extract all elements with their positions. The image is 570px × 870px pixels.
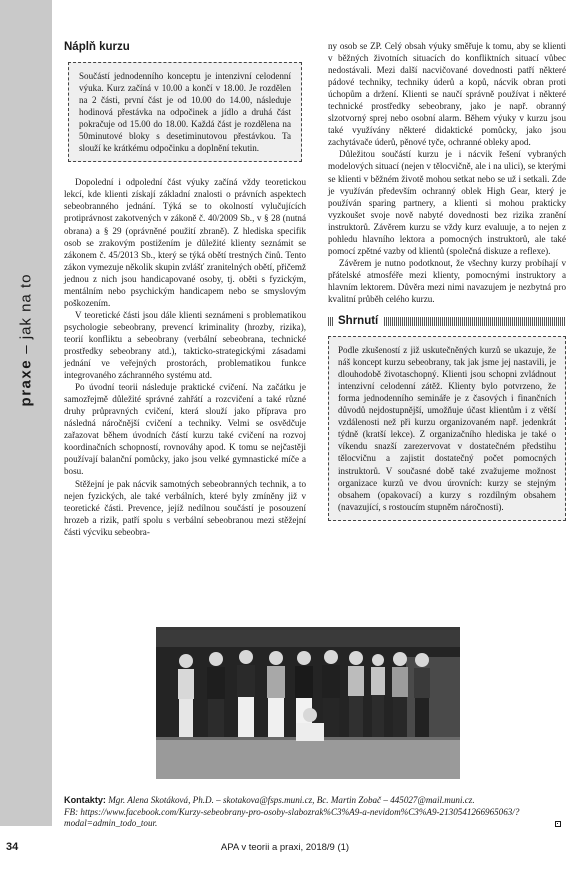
paragraph: Stěžejní je pak nácvik samotných sebeobranných technik, a to nejen fyzických, ale také verbálních, které byly zmíněny již v teoretické části. Prevence, jejíž nedílnou součástí je posouzení hrozeb a rizik, patří spolu s verbální sebeobranou mezi stěžejní části výcviku sebeobra- [64, 478, 306, 537]
left-column [64, 40, 306, 538]
paragraph: ny osob se ZP. Celý obsah výuky směřuje k tomu, aby se klienti v běžných životních situacích do konfliktních situací vůbec nedostávali. Mezi další nacvičované dovednosti patří některé pádové techniky, techniky úderů a kopů, nácvik obran proti úchopům a držení. Klienti se naučí správně používat i některé technické prostředky sebeobrany, jako je např. obranný slzotvorný sprej nebo osobní alarm. Během výuky v kurzu jsou také využívány některé didaktické pomůcky, jako jsou zachytávače úderů, pěnové tyče, ochranné obleky apod. [328, 41, 566, 148]
right-column [328, 40, 566, 521]
summary-box-text: Podle zkušeností z již uskutečněných kurzů se ukazuje, že náš koncept kurzu sebeobrany, tak jak jsme jej nastavili, je dlouhodobě životaschopný. Klienti jsou schopni zvládnout intenzivní celodenní zátěž. Klienty bylo potvrzeno, že forma jednodenního semináře je z časových i finančních důvodů nejdostupnější, umožňuje účast klientům i z větší vzdálenosti než při kurzu organizovaném např. jedenkrát týdně (kratší lekce). Z organizačního hlediska je také o víkendu snazší zarezervovat v dostatečném předstihu tělocvičnu a zajistit dostatečný počet pomocných instruktorů. V současné době také zvažujeme možnost organizace kurzů ve dvou úrovních: kurzy se stejným obsahem (opakovací) a kurzy s rozdílným obsahem (navazující, s rostoucím stupněm náročnosti). [338, 345, 556, 512]
paragraph: Po úvodní teorii následuje praktické cvičení. Na začátku je samozřejmě důležité správné zahřátí a rozcvičení a také různé druhy průpravných cvičení, která slouží jako příprava pro následná náročnější cvičení a techniky. Velmi se osvědčuje zařazovat během úvodních částí kurzu také cvičení na rozvoj koordinačních schopností, rovnováhy apod. K tomu se nejčastěji používají balanční pomůcky, jako jsou velké gymnastické míče a bosu. [64, 382, 306, 477]
info-box [68, 62, 302, 162]
page-number: 34 [6, 841, 19, 853]
section-heading-naplň: Náplň kurzu [64, 41, 130, 53]
contacts-facebook-link[interactable]: FB: https://www.facebook.com/Kurzy-sebeobrany-pro-osoby-slabozrak%C3%A9-a-nevidom%C3%A9-2130541266965063/?modal=admin_todo_tour. [64, 806, 520, 828]
paragraph: Závěrem je nutno podotknout, že všechny kurzy probíhají v přátelské atmosféře mezi klienty, pomocnými instruktory a hlavním lektorem. Důvěra mezi nimi navazujem je nezbytná pro kvalitní průběh celého kurzu. [328, 257, 566, 304]
heading-row [328, 314, 566, 328]
paragraph: Dopolední i odpolední část výuky začíná vždy teoretickou lekcí, kde klienti získají základní znalosti o právních aspektech sebeobranného jednání. Týká se to okolností vylučujících protiprávnost zakotvených v zákoně č. 40/2009 Sb., v § 28 (nutná obrana) a § 29 (oprávněné použití zbraně). Z hlediska specifik osob se zrakovým postižením je důležité klienty seznámit se zákonem č. 45/2013 Sb., který se týká obětí trestných činů. Tento zákon vymezuje několik skupin zvlášť zranitelných obětí, přičemž jednou z nich jsou handicapované osoby, tj. oběti s fyzickým, mentálním nebo psychickým handicapem nebo se smyslovým poškozením. [64, 177, 306, 308]
paragraph: V teoretické části jsou dále klienti seznámeni s problematikou psychologie sebeobrany, prevencí kriminality (hrozby, rizika), teorií konfliktu a sebeobrany (verbální sebeobrana, technické prostředky sebeobrany atd.), takticko-strategickými zásadami jednání ve veřejných prostorách, problematikou funkce integrovaného záchranného systému atd. [64, 309, 306, 381]
summary-box [328, 336, 566, 521]
heading-row [64, 40, 306, 54]
paragraph: Důležitou součástí kurzu je i nácvik řešení vybraných modelových situací (nejen v tělocvičně, ale i na ulici), se kterými se klienti v běžném životě mohou setkat nebo se už i setkali. Zde je využíván především ochranný oblek High Gear, který je používán sparing partnery, a klienti si mohou prakticky vyzkoušet svoje nově nabyté dovednosti bez rizika zranění instruktorů. Závěrem kurzu se vždy kurz evaluuje, a to nejen z pohledu hlavního lektora a pomocných instruktorů, ale také pomocí zpětné vazby od klientů (společná diskuze a reflexe). [328, 149, 566, 256]
group-photo-image [156, 627, 460, 779]
section-label-bold: praxe [17, 358, 35, 407]
journal-footer: APA v teorii a praxi, 2018/9 (1) [220, 842, 350, 853]
contacts [64, 795, 564, 830]
contacts-label: Kontakty: [64, 795, 106, 805]
sidebar-band [0, 0, 52, 826]
heading-rule-left [328, 317, 334, 326]
group-photo [156, 627, 460, 779]
end-of-article-icon [555, 821, 561, 827]
contacts-persons: Mgr. Alena Skotáková, Ph.D. – skotakova@fsps.muni.cz, Bc. Martin Zobač – 445027@mail.muni.cz. [105, 795, 475, 805]
section-label [18, 274, 35, 407]
heading-rule-right [384, 317, 566, 326]
section-heading-shrnuti: Shrnutí [338, 315, 379, 328]
info-box-text: Součástí jednodenního konceptu je intenzivní celodenní výuka. Kurz začíná v 10.00 a končí v 18.00. Je rozdělen na 2 části, první část je od 10.00 do 14.00, následuje hodinová přestávka na odpočinek a jídlo a druhá část pokračuje od 15.00 do 18.00. Každá část je rozdělena na 50minutové bloky s desetiminutovou přestávkou. Ta slouží ke krátkému odpočinku a doplnění tekutin. [79, 71, 291, 154]
section-label-rest: – jak na to [17, 273, 35, 359]
